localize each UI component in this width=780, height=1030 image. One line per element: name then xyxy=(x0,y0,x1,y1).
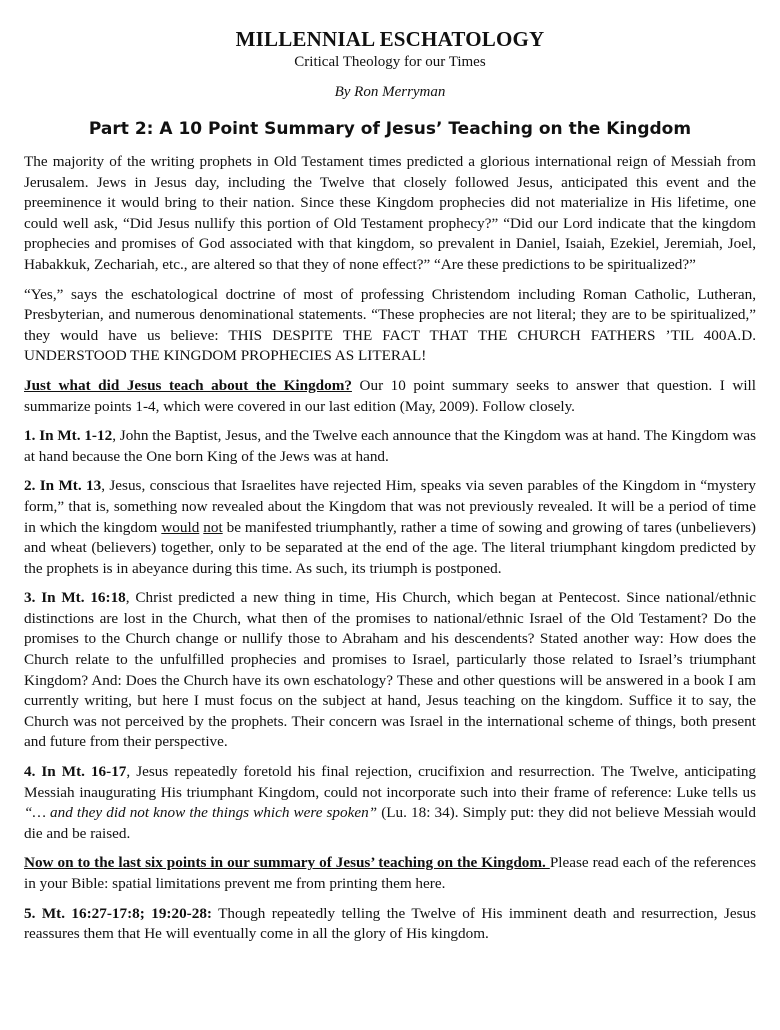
point-5-lead: 5. Mt. 16:27-17:8; 19:20-28: xyxy=(24,904,212,922)
point-2-lead: 2. In Mt. 13 xyxy=(24,477,102,495)
question-text: Our 10 point summary seeks to answer that question. I will summarize points 1-4, which were covered in our last edition (May, 2009). Follow closely. xyxy=(24,376,756,415)
point-4-quote: “… and they did not know the things which were spoken” xyxy=(24,804,378,822)
next-points-text: Please read each of the references in your Bible: spatial limitations prevent me from printing them here. xyxy=(24,854,756,892)
point-2-text-a: , Jesus, conscious that Israelites have rejected Him, speaks via seven parables of the Kingdom in “mystery form,” that is, something now revealed about the Kingdom that was not previously revealed. It will be a period of time in which the kingdom xyxy=(24,477,756,536)
paragraph-intro-text: The majority of the writing prophets in Old Testament times predicted a glorious international reign of Messiah from Jerusalem. Jews in Jesus day, including the Twelve that closely followed Jesus, anticipated this event and the preeminence it would bring to their nation. Since these Kingdom prophecies did not materialize in His lifetime, one could well ask, “Did Jesus nullify this portion of Old Testament prophecy?” “Did our Lord indicate that the kingdom prophecies and promises of God associated with that kingdom, so prevalent in Daniel, Isaiah, Ezekiel, Jeremiah, Joel, Habakkuk, Zechariah, etc., are altered so that they of none effect?” “Are these predictions to be spiritualized?” xyxy=(24,153,756,273)
point-1-lead: 1. In Mt. 1-12 xyxy=(24,427,113,445)
point-3 xyxy=(24,588,756,753)
document-title: MILLENNIAL ESCHATOLOGY xyxy=(235,27,545,51)
paragraph-question xyxy=(24,376,756,417)
point-4-text-a: , Jesus repeatedly foretold his final rejection, crucifixion and resurrection. The Twelve, anticipating Messiah inaugurating His triumphant Kingdom, could not incorporate such into their frame of reference: Luke tells us xyxy=(24,763,757,801)
point-2 xyxy=(24,476,756,579)
paragraph-christendom xyxy=(24,285,756,367)
point-1-text: , John the Baptist, Jesus, and the Twelve each announce that the Kingdom was at hand. The Kingdom was at hand because the One born King of the Jews was at hand. xyxy=(24,427,756,465)
point-5 xyxy=(24,904,756,945)
point-5-text: Though repeatedly telling the Twelve of His imminent death and resurrection, Jesus reassures them that He will eventually come in all the glory of His kingdom. xyxy=(24,904,757,943)
point-1 xyxy=(24,426,756,467)
paragraph-christendom-text: “Yes,” says the eschatological doctrine of most of professing Christendom including Roman Catholic, Lutheran, Presbyterian, and numerous denominational statements. “These prophecies are not literal; they are to be spiritualized,” they would have us believe: THIS DESPITE THE FACT THAT THE CHURCH FATHERS ’TIL 400A.D. UNDERSTOOD THE KINGDOM PROPHECIES AS LITERAL! xyxy=(24,285,756,365)
point-4-text-b: (Lu. 18: 34). Simply put: they did not believe Messiah would die and be raised. xyxy=(24,804,756,842)
question-lead: Just what did Jesus teach about the Kingdom? xyxy=(24,376,352,394)
document-subtitle: Critical Theology for our Times xyxy=(294,54,486,70)
paragraph-next-points xyxy=(24,853,756,894)
paragraph-intro xyxy=(24,152,756,276)
point-4-lead: 4. In Mt. 16-17 xyxy=(24,763,127,781)
part-heading: Part 2: A 10 Point Summary of Jesus’ Teaching on the Kingdom xyxy=(88,119,692,139)
point-3-lead: 3. In Mt. 16:18 xyxy=(24,589,126,607)
point-3-text: , Christ predicted a new thing in time, His Church, which began at Pentecost. Since national/ethnic distinctions are lost in the Church, what then of the promises to national/ethnic Israel of the Old Testament? Do the promises to the Church change or nullify those to Abraham and his descendents? Stated another way: How does the Church relate to the unfulfilled prophecies and promises to Israel, particularly those related to Israel’s triumphant Kingdom? And: Does the Church have its own eschatology? These and other questions will be answered in a book I am currently writing, but here I must focus on the subject at hand, Jesus teaching on the kingdom. Suffice it to say, the Church was not perceived by the prophets. Their concern was Israel in the international scheme of things, both present and future from their perspective. xyxy=(24,589,756,751)
point-2-underline-not: not xyxy=(203,518,223,536)
point-2-text-b: be manifested triumphantly, rather a time of sowing and growing of tares (unbelievers) and wheat (believers) together, only to be separated at the end of the age. The literal triumphant kingdom predicted by the prophets is in abeyance during this time. As such, its triumph is postponed. xyxy=(24,518,756,577)
next-points-lead: Now on to the last six points in our summary of Jesus’ teaching on the Kingdom. xyxy=(24,854,550,872)
point-4 xyxy=(24,762,756,844)
author-byline: By Ron Merryman xyxy=(334,84,446,100)
point-2-underline-would: would xyxy=(161,518,200,536)
